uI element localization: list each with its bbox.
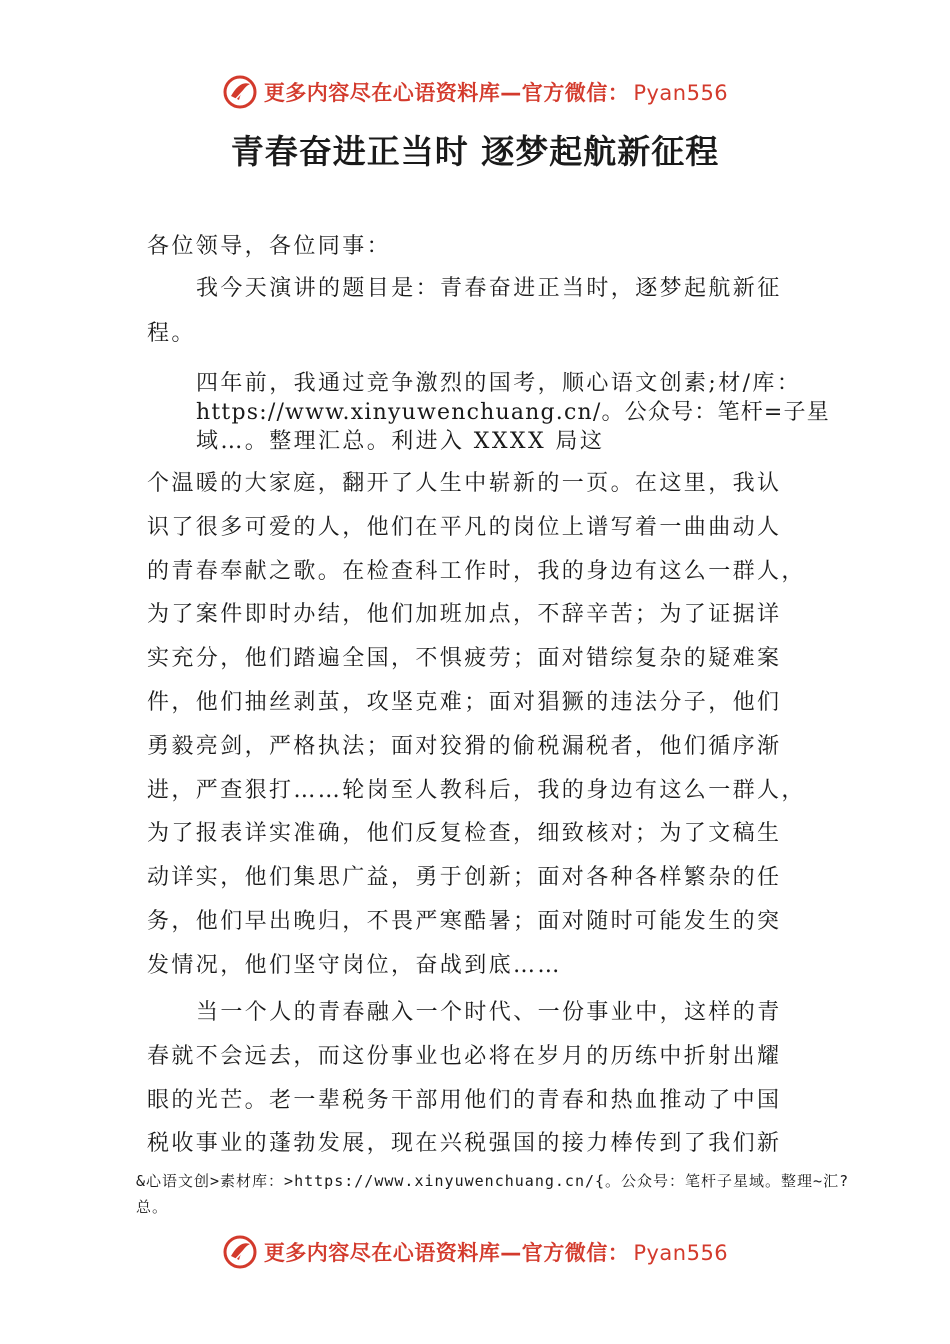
paragraph-line: 当一个人的青春融入一个时代、一份事业中，这样的青 <box>196 1000 782 1025</box>
banner-handle: Pyan556 <box>633 81 729 105</box>
paragraph-line: 为了案件即时办结，他们加班加点，不辞辛苦；为了证据详 <box>147 602 782 628</box>
intro-line-1: 我今天演讲的题目是：青春奋进正当时，逐梦起航新征 <box>196 276 782 301</box>
watermark-line-3: 域…。整理汇总。利进入 XXXX 局这 <box>196 429 605 454</box>
banner-handle: Pyan556 <box>633 1241 729 1265</box>
brand-logo-icon <box>222 74 258 110</box>
paragraph-line: 实充分，他们踏遍全国，不惧疲劳；面对错综复杂的疑难案 <box>147 646 782 672</box>
paragraph-line: 为了报表详实准确，他们反复检查，细致核对；为了文稿生 <box>147 821 782 847</box>
paragraph-line: 个温暖的大家庭，翻开了人生中崭新的一页。在这里，我认 <box>147 471 782 496</box>
watermark-line-1: 四年前，我通过竞争激烈的国考，顺心语文创素;材/库： <box>196 371 802 396</box>
paragraph-line: 识了很多可爱的人，他们在平凡的岗位上谱写着一曲曲动人 <box>147 514 782 540</box>
brand-logo-icon <box>222 1234 258 1270</box>
paragraph-line: 春就不会远去，而这份事业也必将在岁月的历练中折射出耀 <box>147 1043 782 1069</box>
paragraph-line: 的青春奉献之歌。在检查科工作时，我的身边有这么一群人， <box>147 558 806 584</box>
paragraph-line: 眼的光芒。老一辈税务干部用他们的青春和热血推动了中国 <box>147 1087 782 1113</box>
paragraph-line: 发情况，他们坚守岗位，奋战到底…… <box>147 952 562 978</box>
watermark-line-2: https://www.xinyuwenchuang.cn/。公众号：笔杆=子星 <box>196 400 830 425</box>
paragraph-line: 件，他们抽丝剥茧，攻坚克难；面对猖獗的违法分子，他们 <box>147 690 782 715</box>
header-banner <box>0 70 950 114</box>
footer-note-line-2: 总。 <box>136 1198 169 1216</box>
banner-text: 更多内容尽在心语资料库—官方微信： Pyan556 <box>263 1241 729 1265</box>
paragraph-line: 税收事业的蓬勃发展，现在兴税强国的接力棒传到了我们新 <box>147 1131 782 1157</box>
footer-banner <box>0 1230 950 1274</box>
banner-text: 更多内容尽在心语资料库—官方微信： Pyan556 <box>263 81 729 105</box>
paragraph-line: 务，他们早出晚归，不畏严寒酷暑；面对随时可能发生的突 <box>147 909 782 934</box>
paragraph-line: 动详实，他们集思广益，勇于创新；面对各种各样繁杂的任 <box>147 865 782 891</box>
salutation: 各位领导，各位同事： <box>147 234 392 259</box>
footer-note-line-1: &心语文创>素材库：>https://www.xinyuwenchuang.cn/{。公众号：笔杆子星域。整理~汇? <box>136 1172 850 1190</box>
page-title: 青春奋进正当时 逐梦起航新征程 <box>230 132 720 171</box>
paragraph-line: 进，严查狠打……轮岗至人教科后，我的身边有这么一群人， <box>147 777 806 803</box>
intro-line-2: 程。 <box>147 321 196 346</box>
paragraph-line: 勇毅亮剑，严格执法；面对狡猾的偷税漏税者，他们循序渐 <box>147 733 782 759</box>
